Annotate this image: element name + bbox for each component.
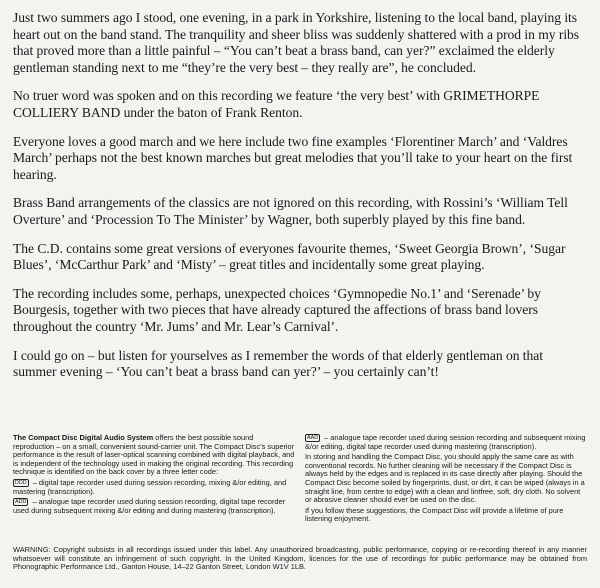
copyright-warning: WARNING: Copyright subsists in all recordings issued under this label. Any unauthorized broadcasting, public performance, copying or re-recording thereof in any manner whatsoever will constitute an infringement of such copyright. In the United Kingdom, licences for the use of recordings for public performance may be obtained from Phonographic Performance Ltd., Ganton House, 14–22 Ganton Street, London W1V 1LB. (13, 545, 587, 572)
closing-text: If you follow these suggestions, the Compact Disc will provide a lifetime of pure listening enjoyment. (305, 505, 564, 524)
cd-info-right-column (305, 434, 587, 526)
paragraph-2: No truer word was spoken and on this recording we feature ‘the very best’ with GRIMETHORPE COLLIERY BAND under the baton of Frank Renton. (13, 88, 540, 120)
liner-notes-body (13, 10, 587, 381)
code-add-entry (13, 498, 295, 515)
paragraph-4: Brass Band arrangements of the classics are not ignored on this recording, with Rossini’s ‘William Tell Overture’ and ‘Procession To The Minister’ by Wagner, both superbly played by this fine band. (13, 195, 568, 227)
paragraph-3: Everyone loves a good march and we here include two fine examples ‘Florentiner March’ and ‘Valdres March’ perhaps not the best known marches but great melodies that you’ll take to your heart on the first hearing. (13, 133, 573, 182)
paragraph-1: Just two summers ago I stood, one evening, in a park in Yorkshire, listening to the local band, playing its heart out on the band stand. The tranquility and sheer bliss was suddenly shattered with a prod in my ribs that proved more than a little painful – “You can’t beat a brass band, can yer?” exclaimed the elderly gentleman standing next to me “they’re the very best – they really are”, he concluded. (13, 10, 580, 75)
cd-info-left-column (13, 434, 295, 526)
cd-info-section (13, 434, 587, 526)
code-add-text: – analogue tape recorder used during session recording, digital tape recorder used during subsequent mixing &/or editing and during mastering (transcription). (13, 497, 286, 515)
cd-intro (13, 434, 295, 477)
code-badge-ddd: DDD (15, 479, 27, 486)
code-badge-add: ADD (15, 499, 27, 506)
code-badge-aad: AAD (307, 435, 319, 441)
paragraph-5: The C.D. contains some great versions of everyones favourite themes, ‘Sweet Georgia Brown’, ‘Sugar Blues’, ‘McCarthur Park’ and ‘Misty’ – great titles and incidentally some great playing. (13, 240, 566, 273)
code-aad-text: – analogue tape recorder used during session recording and subsequent mixing &/or editing, digital tape recorder used during mastering (transcription). (305, 433, 586, 451)
paragraph-7: I could go on – but listen for yourselves as I remember the words of that elderly gentleman on that summer evening – ‘You can’t beat a brass band can yer?’ – you certainly can’t! (13, 347, 543, 380)
code-aad-entry (305, 434, 587, 451)
code-ddd-text: – digital tape recorder used during session recording, mixing &/or editing, and mastering (transcription). (13, 477, 287, 496)
handling-text: In storing and handling the Compact Disc, you should apply the same care as with conventional records. No further cleaning will be necessary if the Compact Disc is always held by the edges and is replaced in its case directly after playing. Should the Compact Disc become soiled by fingerprints, dust, or dirt, it can be wiped (always in a straight line, from centre to edge) with a clean and lintfree, soft, dry cloth. No solvent or abrasive cleaner should ever be used on the disc. (305, 452, 585, 505)
code-ddd-entry (13, 479, 295, 496)
cd-intro-text: offers the best possible sound reproduction – on a small, convenient sound-carrier unit. The Compact Disc’s superior performance is the result of laser-optical scanning combined with digital playback, and is independent of the technology used in making the original recording. This recording technique is identified on the back cover by a three letter code: (13, 433, 295, 477)
cd-info-heading: The Compact Disc Digital Audio System (13, 433, 154, 442)
paragraph-6: The recording includes some, perhaps, unexpected choices ‘Gymnopedie No.1’ and ‘Serenade’ by Bourgesis, together with two pieces that have already captured the affections of brass band lovers throughout the country ‘Mr. Jums’ and Mr. Lear’s Carnival’. (13, 285, 541, 334)
